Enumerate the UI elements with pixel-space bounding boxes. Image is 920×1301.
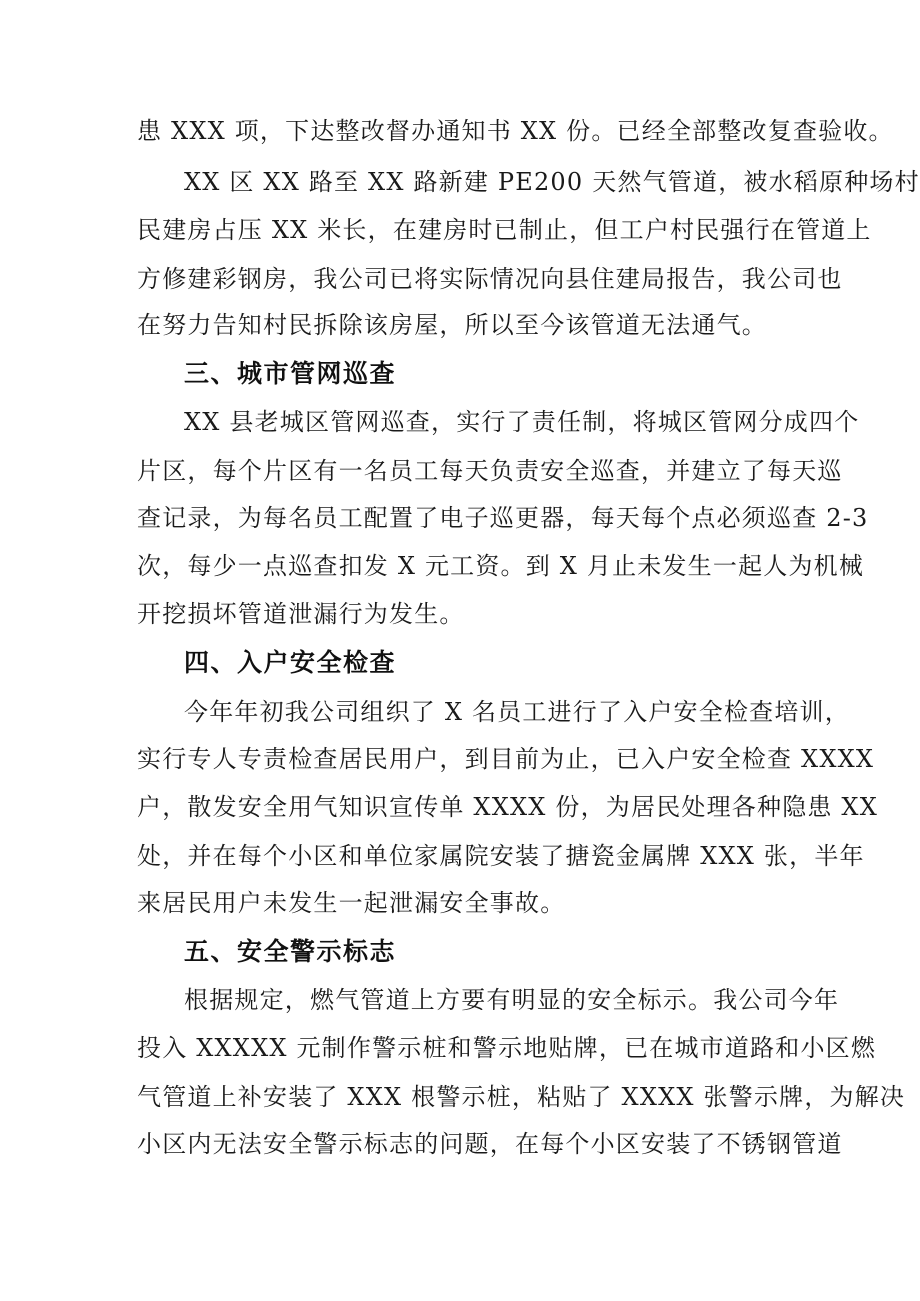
heading-text: 五、安全警示标志 bbox=[184, 937, 397, 966]
line-text: 根据规定，燃气管道上方要有明显的安全标示。我公司今年 bbox=[184, 986, 840, 1014]
line-text: 查记录，为每名员工配置了电子巡更器，每天每个点必须巡查 2-3 bbox=[137, 504, 869, 532]
line-text: 实行专人专责检查居民用户，到目前为止，已入户安全检查 XXXX bbox=[137, 745, 875, 773]
paragraph-line bbox=[0, 1077, 920, 1117]
line-text: 户，散发安全用气知识宣传单 XXXX 份，为居民处理各种隐患 XX bbox=[137, 793, 879, 821]
paragraph-line bbox=[0, 111, 920, 151]
line-text: 方修建彩钢房，我公司已将实际情况向县住建局报告，我公司也 bbox=[137, 265, 843, 293]
paragraph-line bbox=[0, 498, 920, 538]
line-text: 小区内无法安全警示标志的问题，在每个小区安装了不锈钢管道 bbox=[137, 1130, 843, 1158]
paragraph-line bbox=[0, 836, 920, 876]
line-text: 患 XXX 项，下达整改督办通知书 XX 份。已经全部整改复查验收。 bbox=[137, 117, 894, 145]
paragraph-line bbox=[0, 546, 920, 586]
line-text: 今年年初我公司组织了 X 名员工进行了入户安全检查培训， bbox=[184, 698, 850, 726]
line-text: 民建房占压 XX 米长，在建房时已制止，但工户村民强行在管道上 bbox=[137, 216, 872, 244]
paragraph-line bbox=[0, 787, 920, 827]
heading-text: 四、入户安全检查 bbox=[184, 648, 397, 677]
section-heading-5 bbox=[0, 932, 920, 972]
line-text: 片区，每个片区有一名员工每天负责安全巡查，并建立了每天巡 bbox=[137, 457, 843, 485]
line-text: 次，每少一点巡查扣发 X 元工资。到 X 月止未发生一起人为机械 bbox=[137, 552, 865, 580]
paragraph-line bbox=[0, 402, 920, 442]
paragraph-line bbox=[0, 692, 920, 732]
line-text: 开挖损坏管道泄漏行为发生。 bbox=[137, 600, 465, 628]
line-text: 在努力告知村民拆除该房屋，所以至今该管道无法通气。 bbox=[137, 311, 767, 339]
line-text: 来居民用户未发生一起泄漏安全事故。 bbox=[137, 889, 566, 917]
paragraph-line bbox=[0, 210, 920, 250]
paragraph-line bbox=[0, 451, 920, 491]
paragraph-line bbox=[0, 162, 920, 202]
paragraph-line bbox=[0, 259, 920, 299]
paragraph-line bbox=[0, 594, 920, 634]
paragraph-line bbox=[0, 1028, 920, 1068]
line-text: XX 区 XX 路至 XX 路新建 PE200 天然气管道，被水稻原种场村 bbox=[184, 168, 920, 196]
section-heading-3 bbox=[0, 354, 920, 394]
paragraph-line bbox=[0, 980, 920, 1020]
paragraph-line bbox=[0, 1124, 920, 1164]
paragraph-line bbox=[0, 883, 920, 923]
line-text: XX 县老城区管网巡查，实行了责任制，将城区管网分成四个 bbox=[184, 408, 860, 436]
heading-text: 三、城市管网巡查 bbox=[184, 359, 397, 388]
line-text: 气管道上补安装了 XXX 根警示桩，粘贴了 XXXX 张警示牌，为解决 bbox=[137, 1083, 906, 1111]
paragraph-line bbox=[0, 305, 920, 345]
line-text: 处，并在每个小区和单位家属院安装了搪瓷金属牌 XXX 张，半年 bbox=[137, 842, 865, 870]
line-text: 投入 XXXXX 元制作警示桩和警示地贴牌，已在城市道路和小区燃 bbox=[137, 1034, 877, 1062]
paragraph-line bbox=[0, 739, 920, 779]
section-heading-4 bbox=[0, 643, 920, 683]
